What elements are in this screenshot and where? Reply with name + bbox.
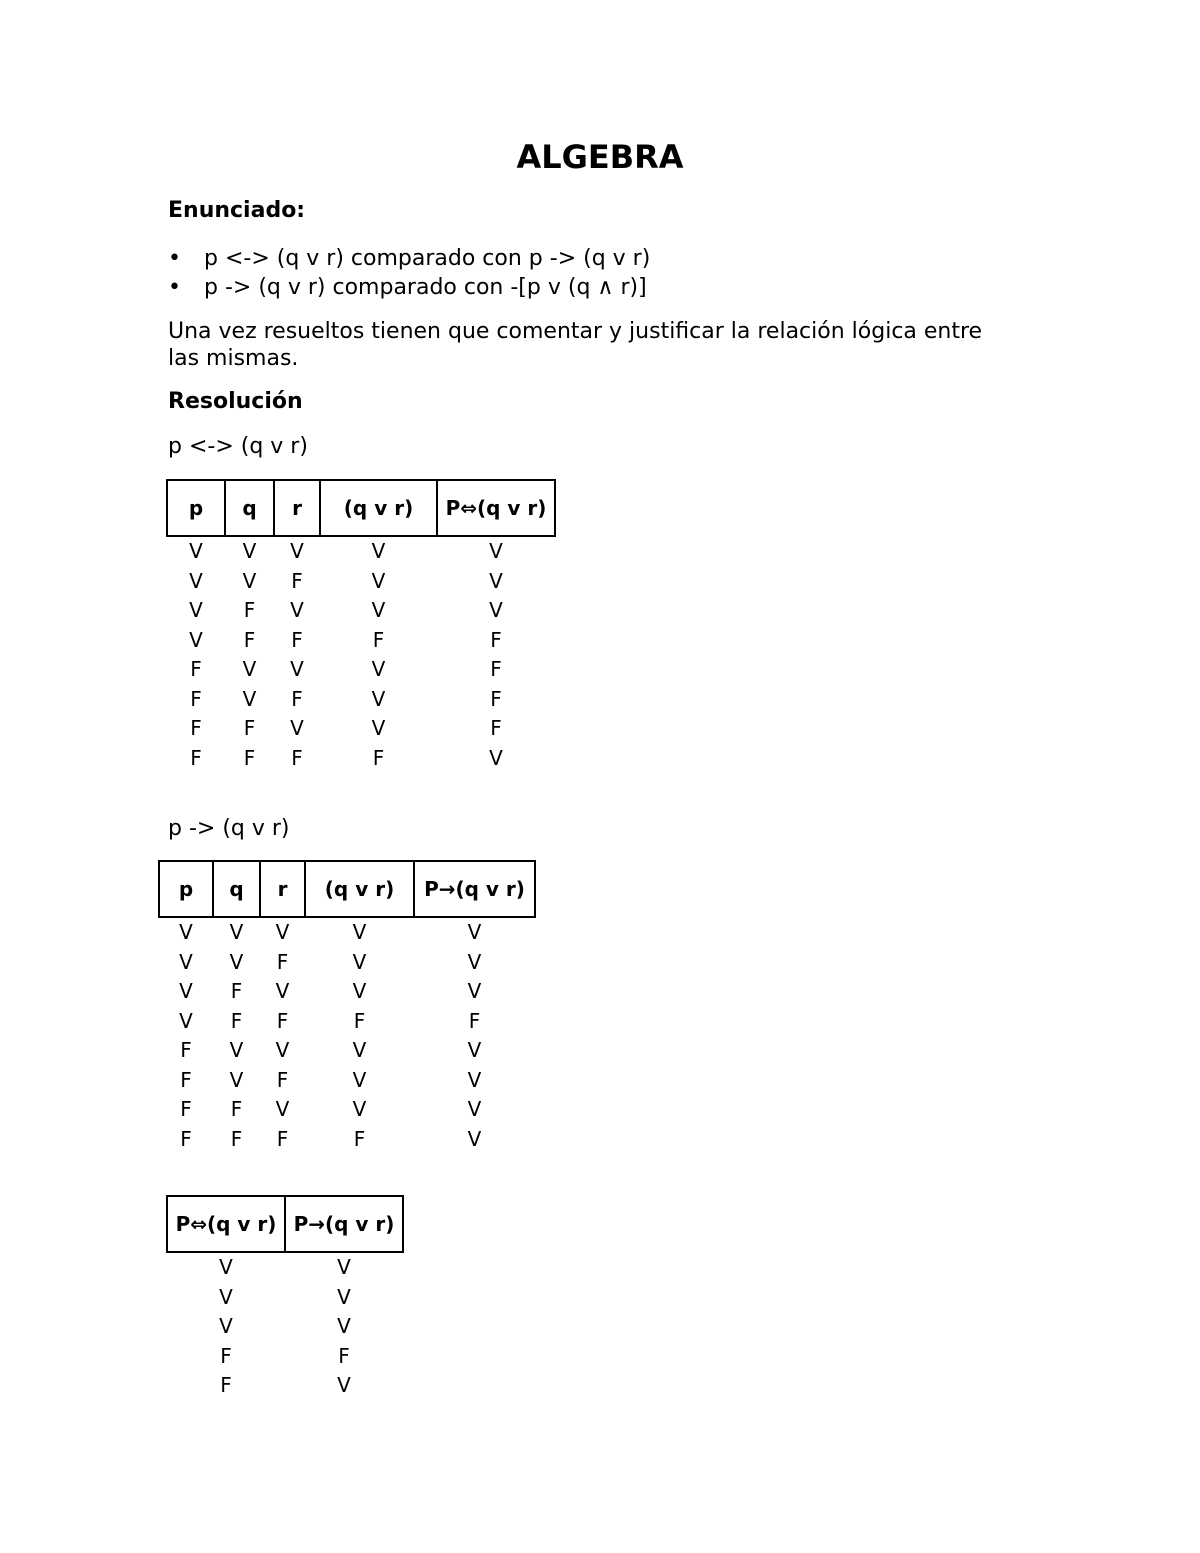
table-cell: V [219, 1255, 233, 1279]
table-cell: V [467, 920, 482, 944]
statement-item-2: • p -> (q v r) comparado con -[p v (q ∧ r)] [168, 273, 650, 302]
table-cell: F [180, 1067, 192, 1092]
table-cell: V [290, 657, 304, 681]
table-cell: V [371, 598, 386, 622]
table-cell: F [490, 686, 502, 711]
table-cell: V [371, 539, 386, 563]
table-cell: F [490, 627, 502, 652]
enunciado-heading: Enunciado: [168, 198, 306, 223]
table-cell: V [371, 568, 386, 593]
table-cell: F [180, 1038, 192, 1062]
table-row [167, 1371, 403, 1401]
table-cell: F [276, 1067, 289, 1092]
table-cell: V [352, 1097, 367, 1121]
table-cell: F [190, 745, 202, 770]
table-cell: V [352, 1038, 367, 1062]
table3-header-0: P⇔(q v r) [167, 1196, 285, 1252]
table-cell: F [230, 1126, 243, 1151]
table-cell: F [243, 627, 256, 652]
table-cell: V [290, 539, 304, 563]
table-row [159, 1095, 535, 1125]
table-cell: V [352, 920, 367, 944]
statement-list [168, 244, 650, 302]
table-row [167, 714, 555, 744]
document-title: ALGEBRA [516, 138, 684, 176]
table-cell: V [489, 568, 503, 593]
table-row [167, 1283, 403, 1313]
truth-table-biconditional [166, 479, 556, 773]
table-cell: V [467, 949, 482, 974]
table-cell: F [190, 657, 202, 681]
table-cell: V [219, 1314, 233, 1338]
table-cell: V [275, 979, 290, 1003]
table2-header-3: (q v r) [305, 861, 414, 917]
table-cell: F [372, 627, 385, 652]
table-row [159, 977, 535, 1007]
table1-label: p <-> (q v r) [168, 434, 308, 459]
table1-header-1: q [225, 480, 274, 536]
table-cell: F [243, 716, 256, 740]
table-cell: F [291, 745, 303, 770]
table-row [167, 655, 555, 685]
table2-header-2: r [260, 861, 305, 917]
table-row [159, 917, 535, 948]
table-cell: V [179, 979, 193, 1003]
table2-label: p -> (q v r) [168, 816, 290, 841]
table-cell: V [275, 920, 290, 944]
table-cell: F [372, 745, 385, 770]
truth-table-conditional [158, 860, 536, 1154]
comparison-table [166, 1195, 404, 1401]
table-cell: V [229, 1038, 244, 1062]
table-cell: V [290, 716, 304, 740]
table2-header-0: p [159, 861, 213, 917]
table-cell: F [353, 1008, 366, 1033]
table-cell: F [243, 598, 256, 622]
table-cell: F [190, 716, 202, 740]
table-cell: F [490, 716, 502, 740]
table-row [159, 1007, 535, 1037]
table-cell: F [180, 1126, 192, 1151]
table-cell: V [275, 1097, 290, 1121]
table-cell: V [189, 568, 203, 593]
table-cell: V [337, 1255, 351, 1279]
table-cell: F [230, 979, 243, 1003]
table-cell: V [179, 949, 193, 974]
table-row [167, 744, 555, 774]
table-cell: F [230, 1097, 243, 1121]
table-cell: V [229, 920, 244, 944]
table-cell: V [467, 1126, 482, 1151]
table-row [159, 1066, 535, 1096]
table-cell: V [179, 1008, 193, 1033]
table-cell: F [338, 1343, 350, 1368]
table-cell: V [352, 949, 367, 974]
table2-header-4: P→(q v r) [414, 861, 535, 917]
table1-header-4: P⇔(q v r) [437, 480, 555, 536]
table-cell: V [352, 1067, 367, 1092]
table2-header-1: q [213, 861, 260, 917]
table-cell: V [337, 1373, 351, 1397]
table-row [167, 567, 555, 597]
table-cell: V [229, 1067, 244, 1092]
table-cell: V [371, 716, 386, 740]
table-row [167, 1342, 403, 1372]
statement-item-1: • p <-> (q v r) comparado con p -> (q v r) [168, 244, 650, 273]
table-row [167, 1252, 403, 1283]
table-cell: F [353, 1126, 366, 1151]
resolucion-heading: Resolución [168, 389, 303, 414]
table-cell: F [220, 1343, 232, 1368]
table-row [159, 1125, 535, 1155]
table-cell: V [467, 979, 482, 1003]
table-row [159, 1036, 535, 1066]
table-cell: V [371, 657, 386, 681]
table1-header-0: p [167, 480, 225, 536]
table-row [167, 536, 555, 567]
table-cell: V [467, 1067, 482, 1092]
table-cell: F [276, 1126, 289, 1151]
table-cell: V [337, 1314, 351, 1338]
table-row [167, 596, 555, 626]
table-cell: V [189, 539, 203, 563]
table-cell: F [490, 657, 502, 681]
table-cell: F [230, 1008, 243, 1033]
table-cell: V [371, 686, 386, 711]
instructions-paragraph: Una vez resueltos tienen que comentar y justificar la relación lógica entre las mismas. [168, 319, 983, 371]
table-row [167, 626, 555, 656]
table-cell: V [337, 1284, 351, 1309]
table-cell: V [179, 920, 193, 944]
table-cell: F [276, 1008, 289, 1033]
table-cell: V [189, 598, 203, 622]
table-cell: F [180, 1097, 192, 1121]
table-cell: F [190, 686, 202, 711]
table-cell: V [275, 1038, 290, 1062]
table-cell: V [219, 1284, 233, 1309]
table-cell: F [276, 949, 289, 974]
table-cell: V [467, 1038, 482, 1062]
table-cell: V [242, 686, 257, 711]
table-cell: V [242, 657, 257, 681]
table-row [159, 948, 535, 978]
table-cell: F [468, 1008, 481, 1033]
table-cell: V [489, 745, 503, 770]
table-cell: V [242, 568, 257, 593]
table-cell: V [189, 627, 203, 652]
table-cell: V [229, 949, 244, 974]
table-cell: F [291, 686, 303, 711]
table-cell: V [489, 598, 503, 622]
table-cell: F [291, 568, 303, 593]
table1-header-3: (q v r) [320, 480, 437, 536]
table-cell: F [220, 1373, 232, 1397]
table3-header-1: P→(q v r) [285, 1196, 403, 1252]
table-cell: V [489, 539, 503, 563]
table-row [167, 1312, 403, 1342]
table-cell: V [290, 598, 304, 622]
table-cell: V [352, 979, 367, 1003]
table-row [167, 685, 555, 715]
table-cell: V [467, 1097, 482, 1121]
table-cell: F [291, 627, 303, 652]
table-cell: V [242, 539, 257, 563]
table1-header-2: r [274, 480, 320, 536]
table-cell: F [243, 745, 256, 770]
